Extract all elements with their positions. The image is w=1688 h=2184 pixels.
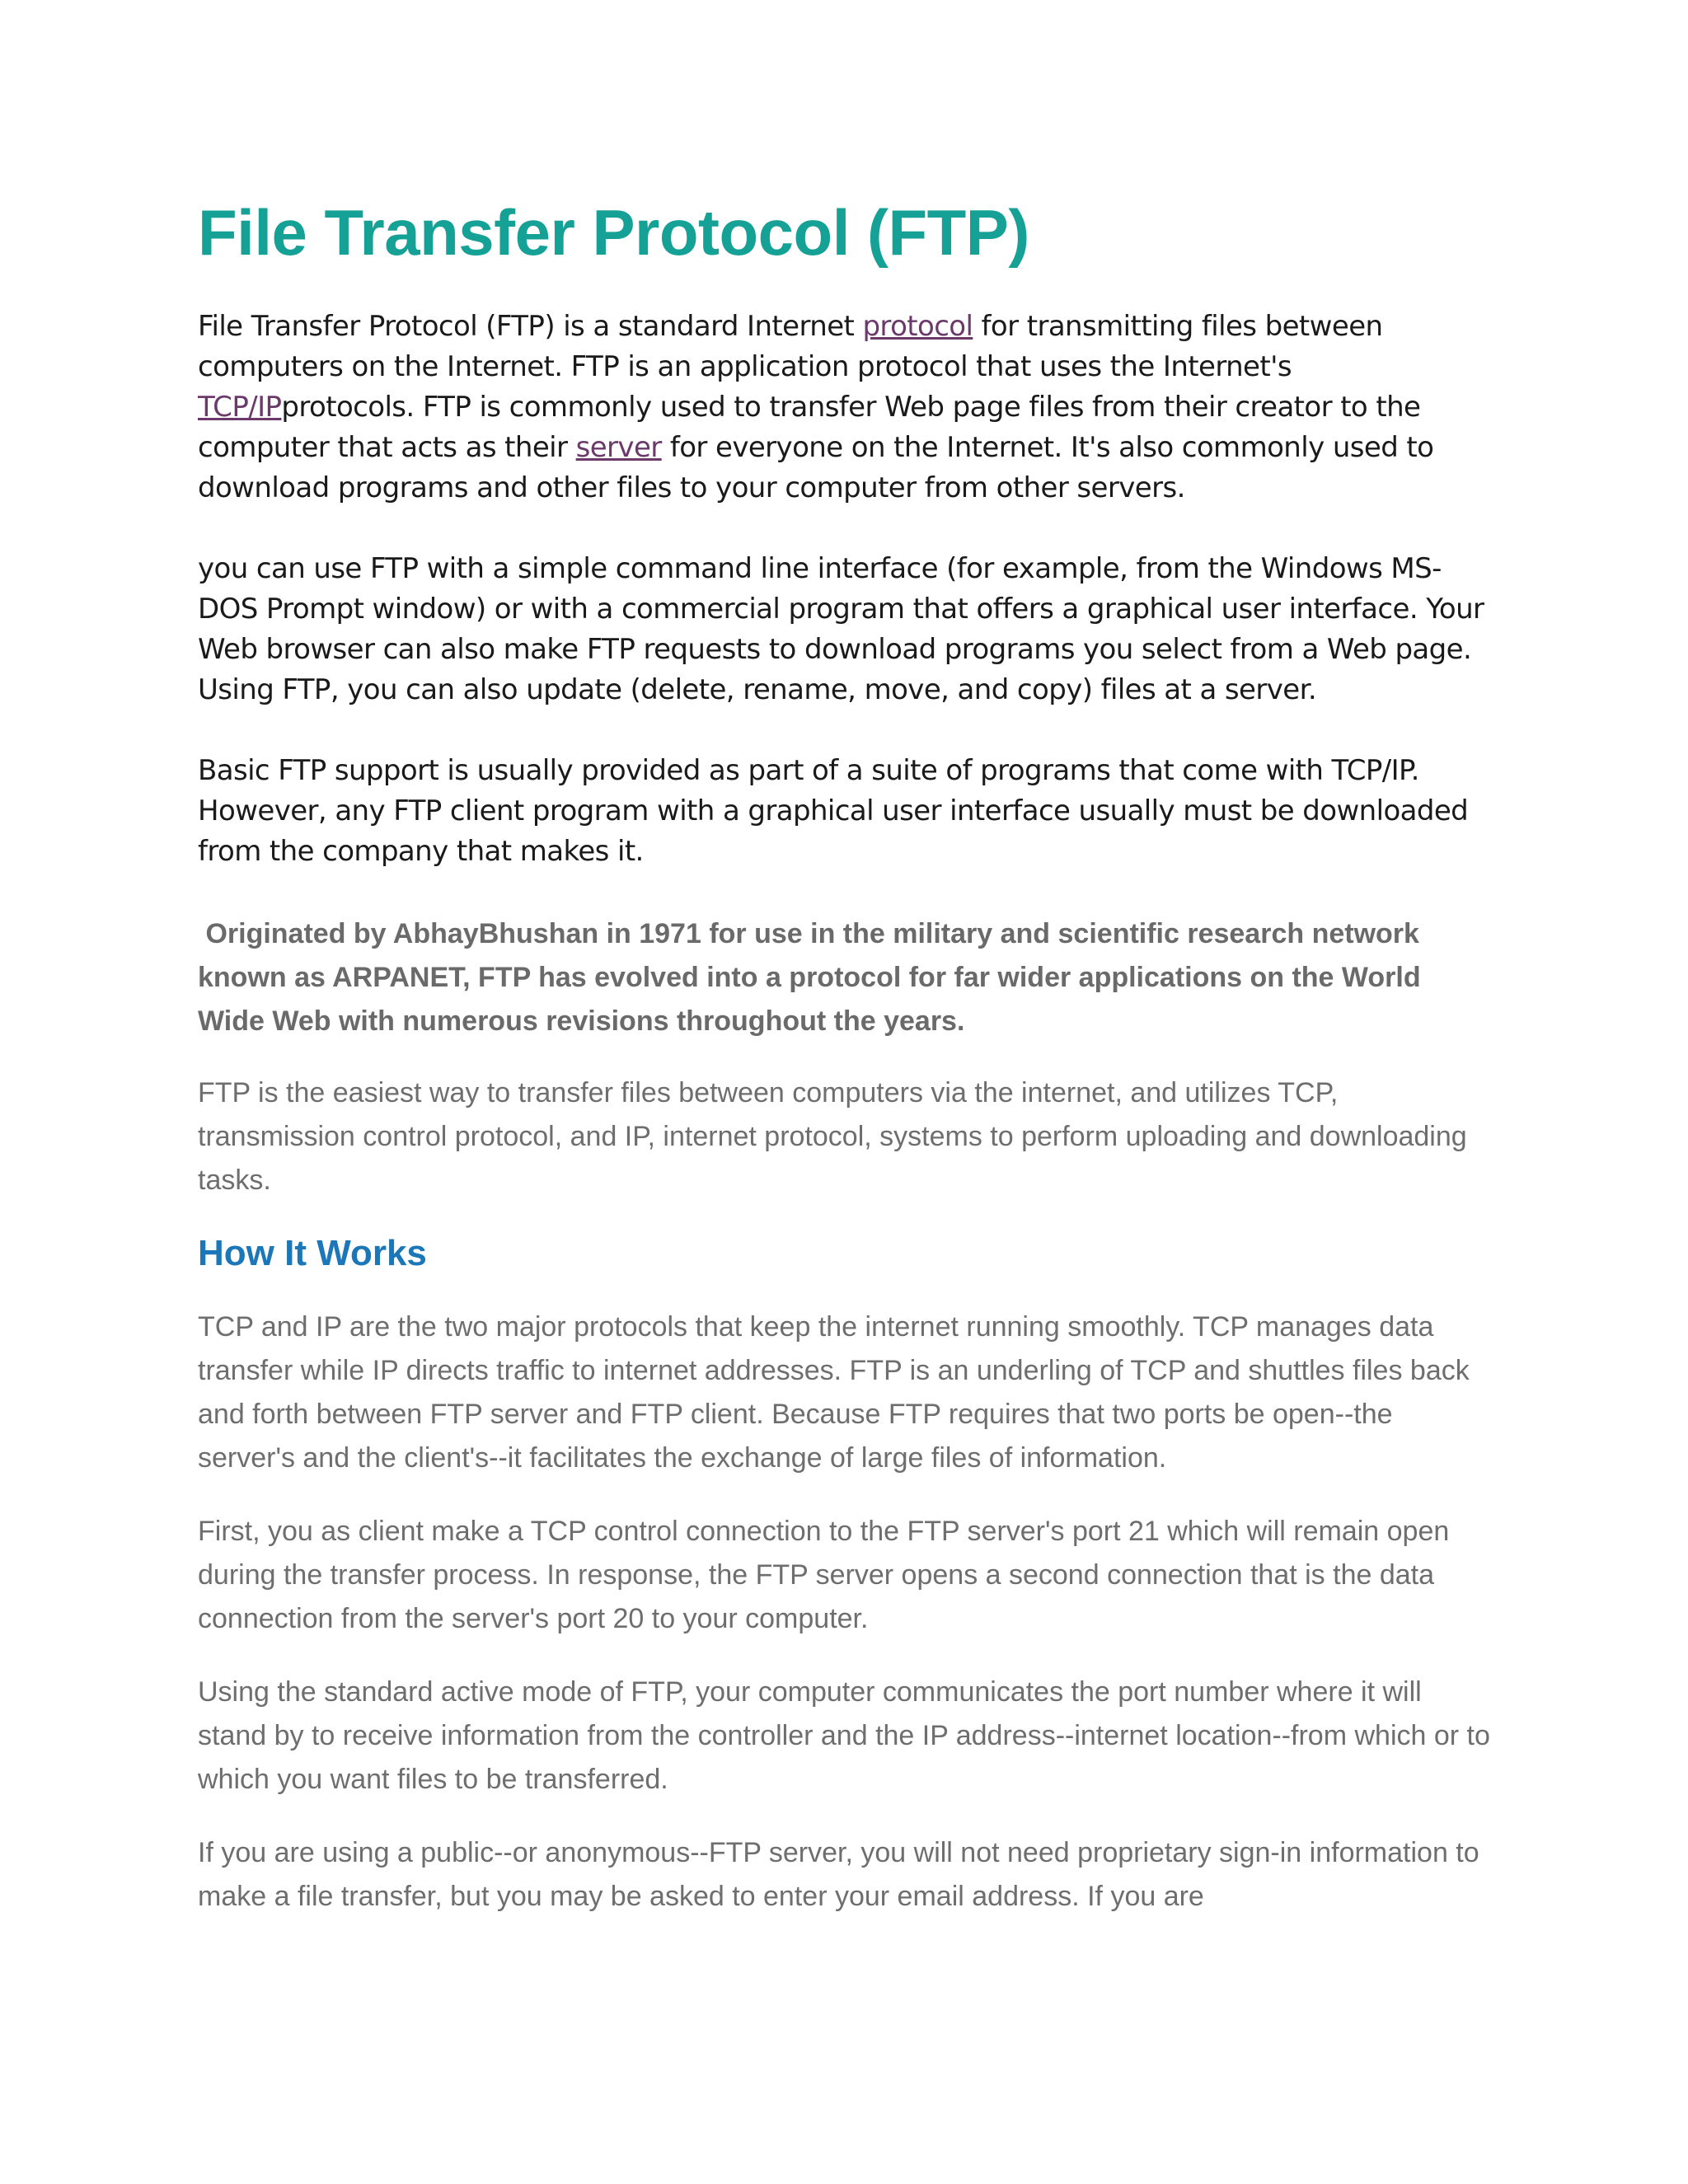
how-it-works-paragraph-1: TCP and IP are the two major protocols that keep the internet running smoothly. TCP manages data transfer while IP directs traffic to internet addresses. FTP is an underling of TCP and shuttles files back and forth between FTP server and FTP client. Because FTP requires that two ports be open--the server's and the client's--it facilitates the exchange of large files of information. xyxy=(198,1310,1470,1474)
how-it-works-paragraph-3: Using the standard active mode of FTP, your computer communicates the port number where it will stand by to receive information from the controller and the IP address--internet location--from which or to which you want files to be transferred. xyxy=(198,1675,1490,1795)
document-page xyxy=(198,198,1492,1948)
how-it-works-heading: How It Works xyxy=(198,1232,427,1273)
intro-text-3: protocols. FTP is commonly used to transfer Web page files from their creator to the computer that acts as their xyxy=(198,390,1421,464)
tcpip-link[interactable]: TCP/IP xyxy=(198,390,282,424)
summary-paragraph: FTP is the easiest way to transfer files between computers via the internet, and utilizes TCP, transmission control protocol, and IP, internet protocol, systems to perform uploading and downloading tasks. xyxy=(198,1076,1467,1196)
protocol-link[interactable]: protocol xyxy=(862,309,973,343)
origin-paragraph: Originated by AbhayBhushan in 1971 for use in the military and scientific research network known as ARPANET, FTP has evolved into a protocol for far wider applications on the World Wide Web with numerous revisions throughout the years. xyxy=(198,917,1429,1037)
how-it-works-paragraph-4: If you are using a public--or anonymous--FTP server, you will not need proprietary sign-in information to make a file transfer, but you may be asked to enter your email address. If you are xyxy=(198,1836,1479,1912)
server-link[interactable]: server xyxy=(575,430,662,464)
intro-paragraph-3: Basic FTP support is usually provided as part of a suite of programs that come with TCP/IP. However, any FTP client program with a graphical user interface usually must be downloaded from the company that makes it. xyxy=(198,753,1469,868)
intro-text-2: for transmitting files between computers on the Internet. FTP is an application protocol that uses the Internet's xyxy=(198,309,1383,383)
intro-text-4: for everyone on the Internet. It's also commonly used to download programs and other files to your computer from other servers. xyxy=(198,430,1434,504)
intro-paragraph-2: you can use FTP with a simple command line interface (for example, from the Windows MS-DOS Prompt window) or with a commercial program that offers a graphical user interface. Your Web browser can also make FTP requests to download programs you select from a Web page. Using FTP, you can also update (delete, rename, move, and copy) files at a server. xyxy=(198,551,1484,706)
intro-text-1: File Transfer Protocol (FTP) is a standard Internet xyxy=(198,309,863,343)
page-title: File Transfer Protocol (FTP) xyxy=(198,196,1029,269)
intro-paragraph-1 xyxy=(198,307,1492,509)
how-it-works-paragraph-2: First, you as client make a TCP control connection to the FTP server's port 21 which will remain open during the transfer process. In response, the FTP server opens a second connection that is the data connection from the server's port 20 to your computer. xyxy=(198,1515,1450,1634)
